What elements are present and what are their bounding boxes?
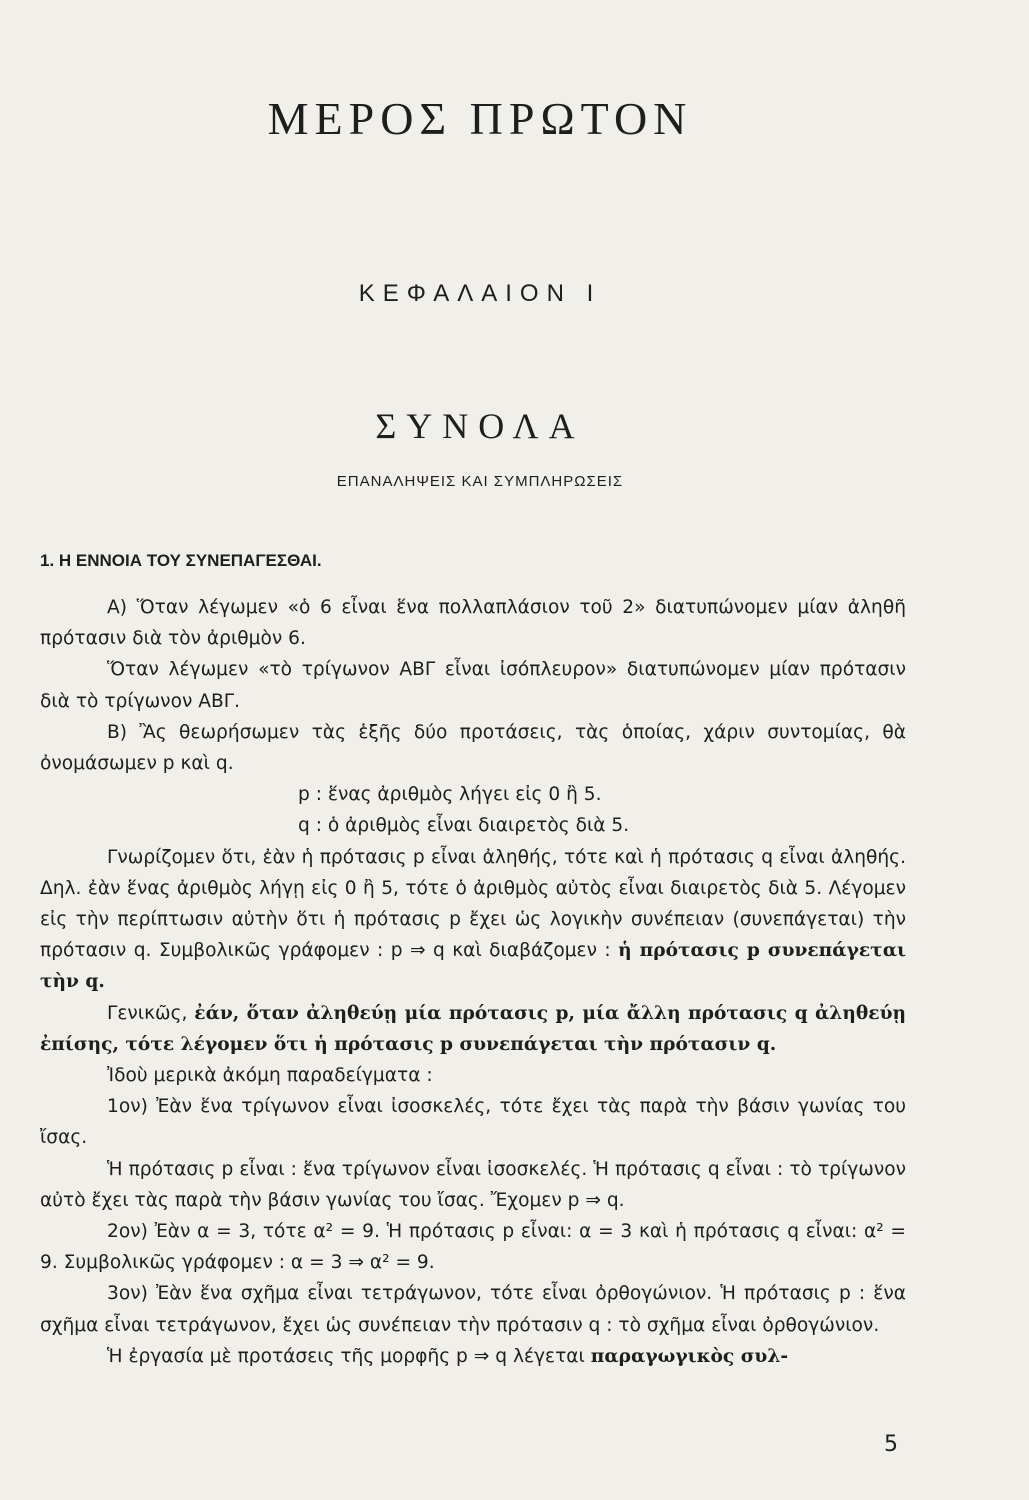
bold-text: ἐάν, ὅταν ἀληθεύῃ μία πρότασις p, μία ἄλλη πρότασις q ἀληθεύῃ ἐπίσης, τότε λέγομεν ὅτι ἡ πρότασις p συνεπάγεται τὴν πρότασιν q. [40,1002,906,1055]
paragraph [40,998,906,1060]
paragraph: Α) Ὅταν λέγωμεν «ὁ 6 εἶναι ἕνα πολλαπλάσιον τοῦ 2» διατυπώνομεν μίαν ἀληθῆ πρότασιν διὰ τὸν ἀριθμὸν 6. [40,597,906,650]
bold-text: παραγωγικὸς συλ- [590,1345,789,1367]
paragraph-text: Γνωρίζομεν ὅτι, ἐὰν ἡ πρότασις p εἶναι ἀληθής, τότε καὶ ἡ πρότασις q εἶναι ἀληθής. Δηλ. ἐὰν ἕνας ἀριθμὸς λήγῃ εἰς 0 ἢ 5, τότε ὁ ἀριθμὸς αὐτὸς εἶναι διαιρετὸς διὰ 5. Λέγομεν εἰς τὴν περίπτωσιν αὐτὴν ὅτι ἡ πρότασις p ἔχει ὡς λογικὴν συνέπειαν (συνεπάγεται) τὴν πρότασιν q. Συμβολικῶς γράφομεν : p ⇒ q καὶ διαβάζομεν : [40,846,906,962]
paragraph: Ἡ πρότασις p εἶναι : ἕνα τρίγωνον εἶναι ἰσοσκελές. Ἡ πρότασις q εἶναι : τὸ τρίγωνον αὐτὸ ἔχει τὰς παρὰ τὴν βάσιν γωνίας του ἴσας. Ἔχομεν p ⇒ q. [40,1158,906,1211]
part-title: ΜΕΡΟΣ ΠΡΩΤΟΝ [267,93,693,144]
subsection-heading: 1. Η ΕΝΝΟΙΑ ΤΟΥ ΣΥΝΕΠΑΓΕΣΘΑΙ. [40,551,322,570]
section-title: ΣΥΝΟΛΑ [375,406,585,446]
chapter-title: ΚΕΦΑΛΑΙΟΝ Ι [358,280,602,307]
paragraph: Ἰδοὺ μερικὰ ἀκόμη παραδείγματα : [107,1065,433,1087]
paragraph-text: Ἡ ἐργασία μὲ προτάσεις τῆς μορφῆς p ⇒ q λέγεται [107,1345,585,1367]
paragraph: Β) Ἂς θεωρήσωμεν τὰς ἑξῆς δύο προτάσεις, τὰς ὁποίας, χάριν συντομίας, θὰ ὀνομάσωμεν p καὶ q. [40,721,906,775]
paragraph: 2ον) Ἐὰν α = 3, τότε α² = 9. Ἡ πρότασις p εἶναι: α = 3 καὶ ἡ πρότασις q εἶναι: α² = 9. Συμβολικῶς γράφομεν : α = 3 ⇒ α² = 9. [40,1221,906,1274]
paragraph: Ὅταν λέγωμεν «τὸ τρίγωνον ΑΒΓ εἶναι ἰσόπλευρον» διατυπώνομεν μίαν πρότασιν διὰ τὸ τρίγωνον ΑΒΓ. [40,659,906,712]
paragraph: 1ον) Ἐὰν ἕνα τρίγωνον εἶναι ἰσοσκελές, τότε ἔχει τὰς παρὰ τὴν βάσιν γωνίας του ἴσας. [40,1096,906,1149]
page-number: 5 [884,1432,898,1457]
bold-text: ἡ πρότασις p συνεπάγεται τὴν q. [40,940,906,993]
paragraph-text: Γενικῶς, [107,1002,188,1024]
paragraph: 3ον) Ἐὰν ἕνα σχῆμα εἶναι τετράγωνον, τότε εἶναι ὀρθογώνιον. Ἡ πρότασις p : ἕνα σχῆμα εἶναι τετράγωνον, ἔχει ὡς συνέπειαν τὴν πρότασιν q : τὸ σχῆμα εἶναι ὀρθογώνιον. [40,1283,906,1336]
proposition-p: p : ἕνας ἀριθμὸς λήγει εἰς 0 ἢ 5. [298,784,602,806]
body-text [40,592,906,1372]
proposition-q: q : ὁ ἀριθμὸς εἶναι διαιρετὸς διὰ 5. [298,815,630,837]
section-subtitle: ΕΠΑΝΑΛΗΨΕΙΣ ΚΑΙ ΣΥΜΠΛΗΡΩΣΕΙΣ [336,473,624,490]
paragraph [40,1341,906,1372]
paragraph [40,842,906,998]
